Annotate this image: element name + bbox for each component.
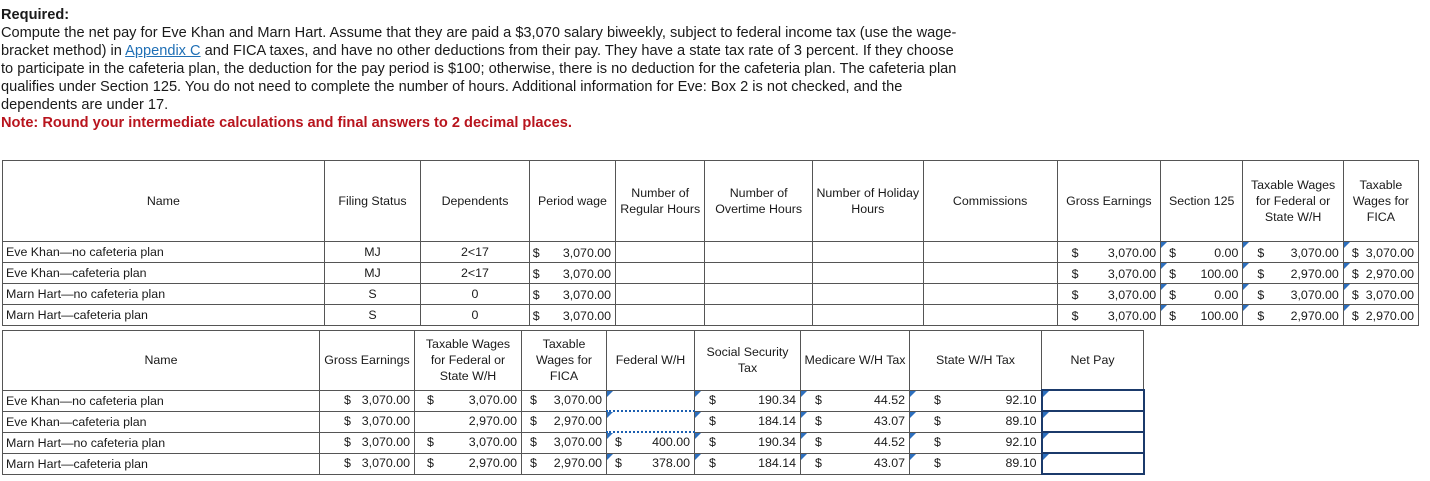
header-dependents: Dependents bbox=[421, 161, 530, 242]
currency-sign: $ bbox=[934, 455, 941, 470]
social-security-value: 190.34 bbox=[758, 434, 796, 449]
state-wh-input[interactable] bbox=[910, 390, 1042, 411]
taxable-fed-state bbox=[415, 432, 522, 453]
currency-sign: $ bbox=[1169, 246, 1177, 260]
state-wh-input[interactable] bbox=[910, 411, 1042, 432]
overtime-hours-input[interactable] bbox=[705, 305, 813, 326]
social-security-value: 184.14 bbox=[758, 413, 796, 428]
section-125-value: 100.00 bbox=[1200, 267, 1239, 281]
state-wh-value: 89.10 bbox=[1005, 455, 1037, 470]
instructions bbox=[1, 6, 961, 132]
taxable-fica-value: 2,970.00 bbox=[553, 455, 602, 470]
currency-sign: $ bbox=[1351, 309, 1359, 323]
employee-name: Eve Khan—no cafeteria plan bbox=[3, 390, 320, 411]
federal-wh-input[interactable] bbox=[607, 432, 695, 453]
header-name: Name bbox=[3, 331, 320, 391]
gross-earnings-input[interactable] bbox=[1057, 242, 1161, 263]
currency-sign: $ bbox=[530, 413, 537, 428]
currency-sign: $ bbox=[709, 434, 716, 449]
commissions-input[interactable] bbox=[923, 263, 1057, 284]
currency-sign: $ bbox=[1169, 309, 1177, 323]
header-commissions: Commissions bbox=[923, 161, 1057, 242]
medicare-value: 44.52 bbox=[873, 434, 905, 449]
problem-text-part2: and FICA taxes, and have no other deductions from their pay. They have a state tax rate of 3 percent. If they choose to participate in the cafeteria plan, the deduction for the pay period is $100; otherwise, there is no deduction for the cafeteria plan. The cafeteria plan qualifies under Section 125. You do not need to complete the number of hours. Additional information for Eve: Box 2 is not checked, and the dependents are under 17. bbox=[1, 43, 957, 113]
header-taxable-fed-state: Taxable Wages for Federal or State W/H bbox=[1243, 161, 1343, 242]
section-125-value: 0.00 bbox=[1214, 288, 1239, 302]
currency-sign: $ bbox=[934, 413, 941, 428]
currency-sign: $ bbox=[344, 455, 351, 470]
currency-sign: $ bbox=[532, 288, 540, 302]
table2-row bbox=[3, 432, 1144, 453]
taxable-fica bbox=[522, 390, 607, 411]
commissions-input[interactable] bbox=[923, 242, 1057, 263]
currency-sign: $ bbox=[1351, 267, 1359, 281]
header-overtime-hours: Number of Overtime Hours bbox=[705, 161, 813, 242]
header-net-pay: Net Pay bbox=[1042, 331, 1144, 391]
filing-status: S bbox=[324, 284, 420, 305]
table2-row bbox=[3, 390, 1144, 411]
period-wage-value: 3,070.00 bbox=[562, 267, 612, 281]
currency-sign: $ bbox=[344, 434, 351, 449]
header-taxable-fica: Taxable Wages for FICA bbox=[1343, 161, 1418, 242]
social-security-value: 184.14 bbox=[758, 455, 796, 470]
currency-sign: $ bbox=[344, 392, 351, 407]
net-pay-input[interactable] bbox=[1042, 390, 1144, 411]
currency-sign: $ bbox=[1169, 288, 1177, 302]
currency-sign: $ bbox=[427, 434, 434, 449]
taxable-fica-value: 3,070.00 bbox=[1365, 288, 1414, 302]
regular-hours-input[interactable] bbox=[616, 284, 705, 305]
overtime-hours-input[interactable] bbox=[705, 263, 813, 284]
payroll-table-1 bbox=[2, 160, 1419, 326]
header-gross-earnings: Gross Earnings bbox=[320, 331, 415, 391]
currency-sign: $ bbox=[615, 435, 622, 449]
gross-earnings-value: 3,070.00 bbox=[1107, 288, 1157, 302]
header-holiday-hours: Number of Holiday Hours bbox=[812, 161, 923, 242]
dependents: 2<17 bbox=[421, 242, 530, 263]
taxable-fed-state-value: 3,070.00 bbox=[468, 434, 517, 449]
currency-sign: $ bbox=[934, 434, 941, 449]
taxable-fed-state bbox=[415, 453, 522, 474]
commissions-input[interactable] bbox=[923, 305, 1057, 326]
header-period-wage: Period wage bbox=[529, 161, 615, 242]
taxable-fica-value: 3,070.00 bbox=[1365, 246, 1414, 260]
dependents: 0 bbox=[421, 305, 530, 326]
currency-sign: $ bbox=[709, 413, 716, 428]
taxable-fica bbox=[522, 432, 607, 453]
holiday-hours-input[interactable] bbox=[812, 284, 923, 305]
employee-name: Eve Khan—no cafeteria plan bbox=[3, 242, 325, 263]
taxable-fica-input[interactable] bbox=[1343, 242, 1418, 263]
federal-wh-value: 378.00 bbox=[652, 455, 690, 470]
employee-name: Eve Khan—cafeteria plan bbox=[3, 263, 325, 284]
federal-wh-input[interactable] bbox=[607, 390, 695, 411]
taxable-fed-state-input[interactable] bbox=[1243, 305, 1343, 326]
payroll-table-2 bbox=[2, 330, 1145, 475]
table2-row bbox=[3, 411, 1144, 432]
header-taxable-fed-state: Taxable Wages for Federal or State W/H bbox=[415, 331, 522, 391]
gross-earnings bbox=[320, 411, 415, 432]
filing-status: MJ bbox=[324, 242, 420, 263]
currency-sign: $ bbox=[815, 413, 822, 428]
medicare-input[interactable] bbox=[801, 390, 910, 411]
currency-sign: $ bbox=[815, 392, 822, 407]
section-125-value: 100.00 bbox=[1200, 309, 1239, 323]
currency-sign: $ bbox=[1257, 267, 1265, 281]
period-wage-value: 3,070.00 bbox=[562, 309, 612, 323]
section-125-input[interactable] bbox=[1161, 284, 1243, 305]
header-medicare: Medicare W/H Tax bbox=[801, 331, 910, 391]
currency-sign: $ bbox=[530, 434, 537, 449]
section-125-value: 0.00 bbox=[1214, 246, 1239, 260]
header-federal-wh: Federal W/H bbox=[607, 331, 695, 391]
medicare-value: 43.07 bbox=[873, 455, 905, 470]
currency-sign: $ bbox=[815, 455, 822, 470]
social-security-input[interactable] bbox=[695, 453, 801, 474]
currency-sign: $ bbox=[1257, 246, 1265, 260]
gross-earnings-input[interactable] bbox=[1057, 263, 1161, 284]
currency-sign: $ bbox=[1071, 267, 1079, 281]
currency-sign: $ bbox=[1169, 267, 1177, 281]
currency-sign: $ bbox=[344, 413, 351, 428]
taxable-fed-state-value: 2,970.00 bbox=[468, 413, 517, 428]
gross-earnings-value: 3,070.00 bbox=[361, 413, 410, 428]
gross-earnings-value: 3,070.00 bbox=[1107, 246, 1157, 260]
gross-earnings-input[interactable] bbox=[1057, 305, 1161, 326]
taxable-fed-state-input[interactable] bbox=[1243, 263, 1343, 284]
employee-name: Eve Khan—cafeteria plan bbox=[3, 411, 320, 432]
table1-row bbox=[3, 263, 1419, 284]
gross-earnings bbox=[320, 453, 415, 474]
taxable-fica-value: 2,970.00 bbox=[1365, 267, 1414, 281]
gross-earnings-value: 3,070.00 bbox=[361, 434, 410, 449]
currency-sign: $ bbox=[815, 434, 822, 449]
taxable-fed-state-value: 2,970.00 bbox=[1290, 309, 1339, 323]
social-security-input[interactable] bbox=[695, 390, 801, 411]
overtime-hours-input[interactable] bbox=[705, 242, 813, 263]
currency-sign: $ bbox=[1257, 309, 1265, 323]
taxable-fed-state-value: 3,070.00 bbox=[468, 392, 517, 407]
taxable-fed-state-input[interactable] bbox=[1243, 242, 1343, 263]
overtime-hours-input[interactable] bbox=[705, 284, 813, 305]
holiday-hours-input[interactable] bbox=[812, 305, 923, 326]
currency-sign: $ bbox=[1351, 288, 1359, 302]
table1-row bbox=[3, 284, 1419, 305]
currency-sign: $ bbox=[1071, 246, 1079, 260]
employee-name: Marn Hart—no cafeteria plan bbox=[3, 432, 320, 453]
appendix-c-link[interactable]: Appendix C bbox=[125, 43, 201, 59]
problem-text-part1: Compute the net pay for Eve Khan and Marn Hart. Assume that they are paid a $3,070 salary biweekly, subject to federal income tax (use the wage-bracket method) in bbox=[1, 25, 957, 59]
section-125-input[interactable] bbox=[1161, 263, 1243, 284]
currency-sign: $ bbox=[532, 246, 540, 260]
gross-earnings-value: 3,070.00 bbox=[361, 455, 410, 470]
filing-status: MJ bbox=[324, 263, 420, 284]
gross-earnings-input[interactable] bbox=[1057, 284, 1161, 305]
table2-header-row bbox=[3, 331, 1144, 391]
filing-status: S bbox=[324, 305, 420, 326]
taxable-fed-state-value: 3,070.00 bbox=[1290, 288, 1339, 302]
employee-name: Marn Hart—no cafeteria plan bbox=[3, 284, 325, 305]
social-security-input[interactable] bbox=[695, 411, 801, 432]
currency-sign: $ bbox=[532, 267, 540, 281]
net-pay-input[interactable] bbox=[1042, 432, 1144, 453]
currency-sign: $ bbox=[427, 455, 434, 470]
header-filing-status: Filing Status bbox=[324, 161, 420, 242]
taxable-fed-state bbox=[415, 390, 522, 411]
taxable-fica-value: 3,070.00 bbox=[553, 392, 602, 407]
social-security-value: 190.34 bbox=[758, 392, 796, 407]
section-125-input[interactable] bbox=[1161, 242, 1243, 263]
taxable-fica-input[interactable] bbox=[1343, 284, 1418, 305]
currency-sign: $ bbox=[1071, 309, 1079, 323]
regular-hours-input[interactable] bbox=[616, 263, 705, 284]
taxable-fed-state-value: 2,970.00 bbox=[1290, 267, 1339, 281]
gross-earnings-value: 3,070.00 bbox=[1107, 309, 1157, 323]
employee-name: Marn Hart—cafeteria plan bbox=[3, 305, 325, 326]
currency-sign: $ bbox=[530, 392, 537, 407]
header-name: Name bbox=[3, 161, 325, 242]
period-wage-value: 3,070.00 bbox=[562, 246, 612, 260]
net-pay-input[interactable] bbox=[1042, 411, 1144, 432]
regular-hours-input[interactable] bbox=[616, 305, 705, 326]
federal-wh-value: 400.00 bbox=[652, 435, 690, 449]
medicare-value: 43.07 bbox=[873, 413, 905, 428]
header-taxable-fica: Taxable Wages for FICA bbox=[522, 331, 607, 391]
commissions-input[interactable] bbox=[923, 284, 1057, 305]
period-wage bbox=[529, 284, 615, 305]
currency-sign: $ bbox=[1257, 288, 1265, 302]
state-wh-input[interactable] bbox=[910, 453, 1042, 474]
gross-earnings bbox=[320, 432, 415, 453]
state-wh-value: 92.10 bbox=[1005, 392, 1037, 407]
table1-row bbox=[3, 242, 1419, 263]
employee-name: Marn Hart—cafeteria plan bbox=[3, 453, 320, 474]
header-social-security: Social Security Tax bbox=[695, 331, 801, 391]
holiday-hours-input[interactable] bbox=[812, 242, 923, 263]
currency-sign: $ bbox=[934, 392, 941, 407]
medicare-input[interactable] bbox=[801, 411, 910, 432]
taxable-fica-value: 3,070.00 bbox=[553, 434, 602, 449]
period-wage bbox=[529, 242, 615, 263]
taxable-fica-input[interactable] bbox=[1343, 263, 1418, 284]
taxable-fed-state-value: 2,970.00 bbox=[468, 455, 517, 470]
currency-sign: $ bbox=[709, 455, 716, 470]
state-wh-value: 92.10 bbox=[1005, 434, 1037, 449]
net-pay-input[interactable] bbox=[1042, 453, 1144, 474]
header-section-125: Section 125 bbox=[1161, 161, 1243, 242]
currency-sign: $ bbox=[709, 392, 716, 407]
table1-row bbox=[3, 305, 1419, 326]
taxable-fica-input[interactable] bbox=[1343, 305, 1418, 326]
currency-sign: $ bbox=[1071, 288, 1079, 302]
gross-earnings-value: 3,070.00 bbox=[361, 392, 410, 407]
dependents: 0 bbox=[421, 284, 530, 305]
currency-sign: $ bbox=[615, 455, 622, 470]
medicare-value: 44.52 bbox=[873, 392, 905, 407]
federal-wh-input[interactable] bbox=[607, 453, 695, 474]
problem-text bbox=[1, 24, 961, 114]
period-wage bbox=[529, 305, 615, 326]
header-state-wh: State W/H Tax bbox=[910, 331, 1042, 391]
header-regular-hours: Number of Regular Hours bbox=[616, 161, 705, 242]
section-125-input[interactable] bbox=[1161, 305, 1243, 326]
medicare-input[interactable] bbox=[801, 432, 910, 453]
required-label: Required: bbox=[1, 7, 70, 23]
dependents: 2<17 bbox=[421, 263, 530, 284]
regular-hours-input[interactable] bbox=[616, 242, 705, 263]
table2-row bbox=[3, 453, 1144, 474]
state-wh-value: 89.10 bbox=[1005, 413, 1037, 428]
currency-sign: $ bbox=[530, 455, 537, 470]
taxable-fed-state-value: 3,070.00 bbox=[1290, 246, 1339, 260]
table1-header-row bbox=[3, 161, 1419, 242]
period-wage bbox=[529, 263, 615, 284]
taxable-fed-state-input[interactable] bbox=[1243, 284, 1343, 305]
holiday-hours-input[interactable] bbox=[812, 263, 923, 284]
taxable-fica bbox=[522, 453, 607, 474]
rounding-note: Note: Round your intermediate calculations and final answers to 2 decimal places. bbox=[1, 115, 572, 131]
medicare-input[interactable] bbox=[801, 453, 910, 474]
state-wh-input[interactable] bbox=[910, 432, 1042, 453]
federal-wh-input[interactable] bbox=[607, 411, 695, 432]
gross-earnings-value: 3,070.00 bbox=[1107, 267, 1157, 281]
currency-sign: $ bbox=[532, 309, 540, 323]
currency-sign: $ bbox=[427, 392, 434, 407]
taxable-fica bbox=[522, 411, 607, 432]
header-gross-earnings: Gross Earnings bbox=[1057, 161, 1161, 242]
currency-sign: $ bbox=[1351, 246, 1359, 260]
taxable-fica-value: 2,970.00 bbox=[1365, 309, 1414, 323]
gross-earnings bbox=[320, 390, 415, 411]
period-wage-value: 3,070.00 bbox=[562, 288, 612, 302]
taxable-fica-value: 2,970.00 bbox=[553, 413, 602, 428]
social-security-input[interactable] bbox=[695, 432, 801, 453]
taxable-fed-state bbox=[415, 411, 522, 432]
